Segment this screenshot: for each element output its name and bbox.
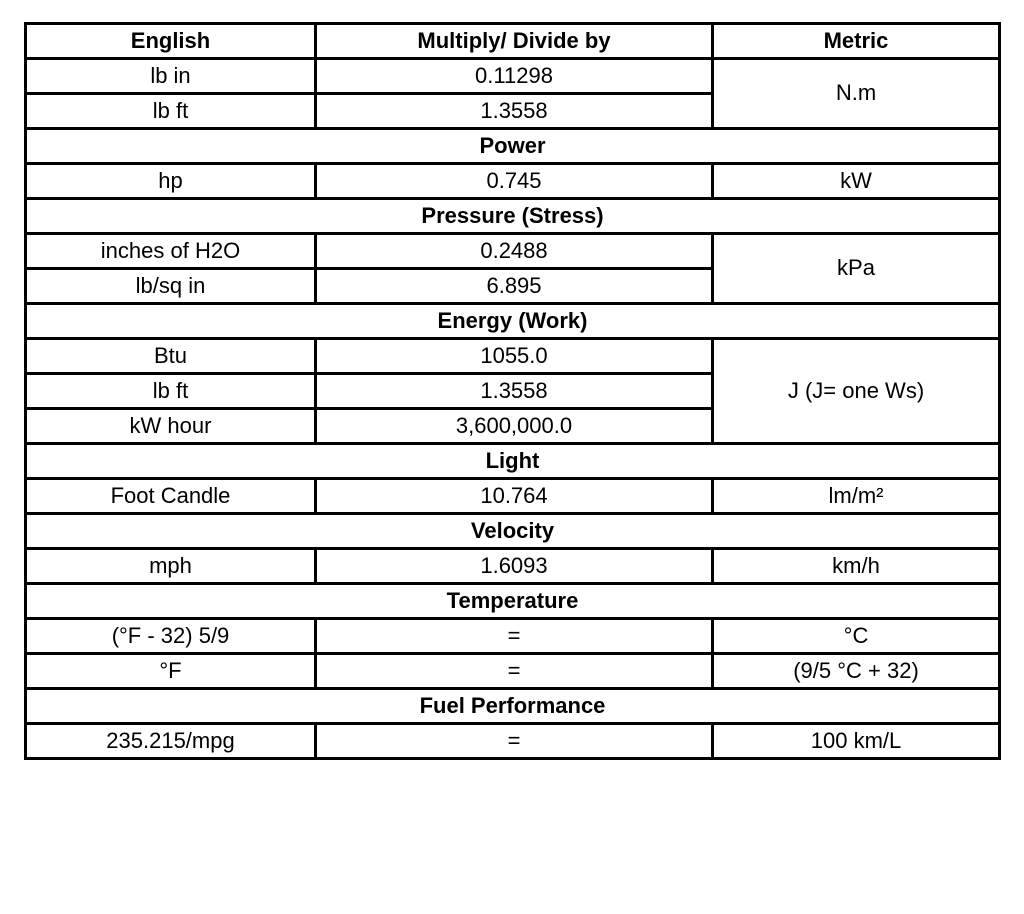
conversion-factor: 6.895: [316, 269, 713, 304]
conversion-factor: 0.745: [316, 164, 713, 199]
metric-unit: 100 km/L: [713, 724, 1000, 759]
table-row: [26, 549, 1000, 584]
table-row: [26, 164, 1000, 199]
section-row-pressure: [26, 199, 1000, 234]
conversion-factor: =: [316, 724, 713, 759]
section-title-energy: Energy (Work): [26, 304, 1000, 339]
table-row: [26, 654, 1000, 689]
conversion-factor: 1.3558: [316, 94, 713, 129]
table-row: [26, 59, 1000, 94]
conversion-factor: 0.2488: [316, 234, 713, 269]
english-unit: hp: [26, 164, 316, 199]
metric-unit: kPa: [713, 234, 1000, 304]
metric-unit: (9/5 °C + 32): [713, 654, 1000, 689]
english-unit: kW hour: [26, 409, 316, 444]
header-english: English: [26, 24, 316, 59]
english-unit: lb/sq in: [26, 269, 316, 304]
section-row-power: [26, 129, 1000, 164]
section-title-fuel: Fuel Performance: [26, 689, 1000, 724]
metric-unit: °C: [713, 619, 1000, 654]
english-unit: 235.215/mpg: [26, 724, 316, 759]
section-row-fuel: [26, 689, 1000, 724]
table-row: [26, 234, 1000, 269]
conversion-factor: 3,600,000.0: [316, 409, 713, 444]
header-row: [26, 24, 1000, 59]
conversion-factor: 10.764: [316, 479, 713, 514]
conversion-factor: 1.3558: [316, 374, 713, 409]
conversion-factor: =: [316, 619, 713, 654]
conversion-factor: 0.11298: [316, 59, 713, 94]
english-unit: lb in: [26, 59, 316, 94]
english-unit: inches of H2O: [26, 234, 316, 269]
english-unit: mph: [26, 549, 316, 584]
section-title-temperature: Temperature: [26, 584, 1000, 619]
metric-unit: kW: [713, 164, 1000, 199]
section-title-light: Light: [26, 444, 1000, 479]
table-row: [26, 619, 1000, 654]
section-row-velocity: [26, 514, 1000, 549]
english-unit: Btu: [26, 339, 316, 374]
table-row: [26, 724, 1000, 759]
header-factor: Multiply/ Divide by: [316, 24, 713, 59]
metric-unit: km/h: [713, 549, 1000, 584]
english-unit: Foot Candle: [26, 479, 316, 514]
conversion-table: [24, 22, 1001, 760]
section-row-temperature: [26, 584, 1000, 619]
table-row: [26, 479, 1000, 514]
conversion-factor: 1055.0: [316, 339, 713, 374]
english-unit: lb ft: [26, 374, 316, 409]
english-unit: lb ft: [26, 94, 316, 129]
section-title-pressure: Pressure (Stress): [26, 199, 1000, 234]
metric-unit: N.m: [713, 59, 1000, 129]
section-title-velocity: Velocity: [26, 514, 1000, 549]
conversion-factor: =: [316, 654, 713, 689]
table-row: [26, 339, 1000, 374]
section-row-energy: [26, 304, 1000, 339]
conversion-factor: 1.6093: [316, 549, 713, 584]
english-unit: (°F - 32) 5/9: [26, 619, 316, 654]
header-metric: Metric: [713, 24, 1000, 59]
english-unit: °F: [26, 654, 316, 689]
section-row-light: [26, 444, 1000, 479]
metric-unit: J (J= one Ws): [713, 339, 1000, 444]
section-title-power: Power: [26, 129, 1000, 164]
metric-unit: lm/m²: [713, 479, 1000, 514]
